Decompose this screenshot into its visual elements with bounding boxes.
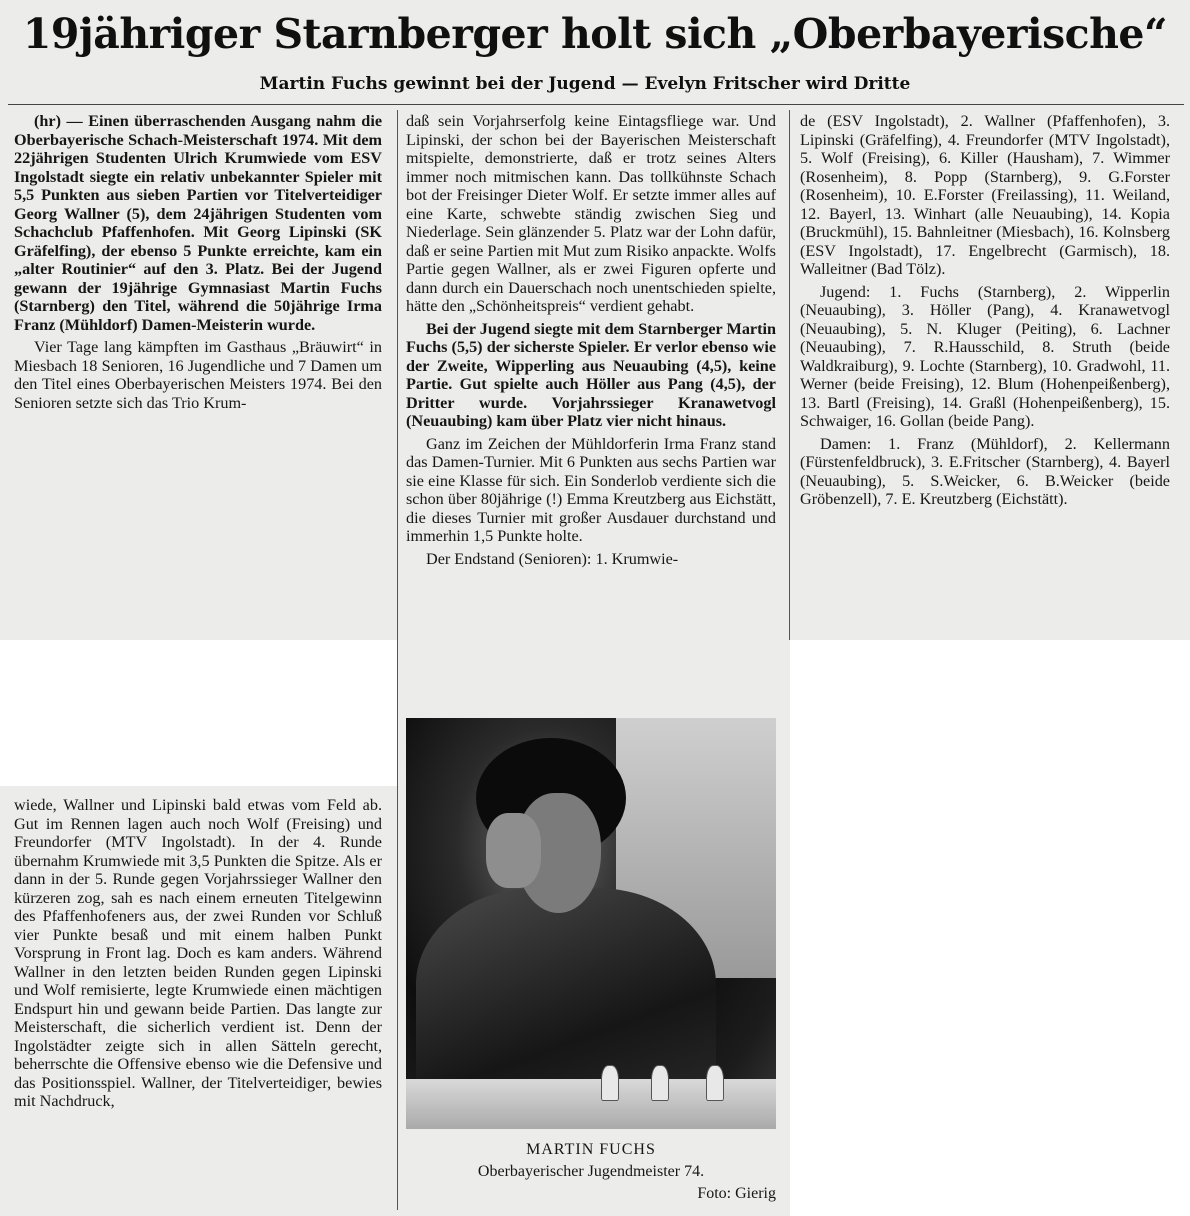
youth-paragraph: Bei der Jugend siegte mit dem Starnberger Martin Fuchs (5,5) der sicherste Spieler. Er verlor ebenso wie der Zweite, Wipperling aus Neuaubing (4,5), keine Partie. Gut spielte auch Höller aus Pang (4,5), der Dritter wurde. Vorjahrssieger Kranawetvogl (Neuaubing) kam über Platz vier nicht hinaus.	[406, 319, 776, 430]
article-column-1-continued	[14, 796, 382, 1111]
youth-results: Jugend: 1. Fuchs (Starnberg), 2. Wipperlin (Neuaubing), 3. Höller (Pang), 4. Kranawetvogl (Neuaubing), 5. N. Kluger (Peiting), 6. Lachner (Neuaubing), 7. R.Hausschild, 8. Struth (beide Waldkraiburg), 9. Lochte (Starnberg), 10. Gradwohl, 11. Werner (beide Freising), 12. Blum (Hohenpeißenberg), 13. Bartl (Freising), 14. Graßl (Hohenpeißenberg), 15. Schwaiger, 16. Gollan (beide Pang).	[800, 282, 1170, 430]
chess-piece	[706, 1065, 724, 1101]
blank-area-left	[0, 640, 398, 786]
headline: 19jähriger Starnberger holt sich „Oberbayerische“	[22, 10, 1168, 58]
senior-results: de (ESV Ingolstadt), 2. Wallner (Pfaffenhofen), 3. Lipinski (Gräfelfing), 4. Freundorfer (MTV Ingolstadt), 5. Wolf (Freising), 6. Killer (Hausham), 7. Wimmer (Rosenheim), 8. Popp (Starnberg), 9. G.Forster (Rosenheim), 10. E.Forster (Freilassing), 11. Weiland, 12. Bayerl, 13. Winhart (alle Neuaubing), 14. Kopia (Bruckmühl), 15. Bahnleitner (Miesbach), 16. Kolnsberg (ESV Ingolstadt), 17. Engelbrecht (Garmisch), 18. Walleitner (Bad Tölz).	[800, 112, 1170, 278]
article-column-3	[800, 112, 1170, 509]
body-paragraph: wiede, Wallner und Lipinski bald etwas vom Feld ab. Gut im Rennen lagen auch noch Wolf (Freising) und Freundorfer (MTV Ingolstadt). In der 4. Runde übernahm Krumwiede mit 3,5 Punkten die Spitze. Als er dann in der 5. Runde gegen Vorjahrssieger Wallner den kürzeren zog, sah es nach einem erneuten Titelgewinn des Pfaffenhofeners aus, der zwei Runden vor Schluß vier Punkte besaß und mit einem halben Punkt Vorsprung in Front lag. Doch es kam anders. Während Wallner in den letzten beiden Runden gegen Lipinski und Wolf remisierte, legte Krumwiede einen mächtigen Endspurt hin und gewann beide Partien. Das langte zur Meisterschaft, die sicherlich verdient ist. Denn der Ingolstädter zeigte sich in allen Sätteln gerecht, beherrschte die Offensive ebenso wie die Defensive und das Positionsspiel. Wallner, der Titelverteidiger, bewies mit Nachdruck,	[14, 796, 382, 1110]
photo-martin-fuchs	[406, 718, 776, 1129]
photo-credit: Foto: Gierig	[697, 1185, 776, 1202]
women-results: Damen: 1. Franz (Mühldorf), 2. Kellermann (Fürstenfeldbruck), 3. E.Fritscher (Starnberg), 4. Bayerl (Neuaubing), 5. S.Weicker, 6. B.Weicker (beide Gröbenzell), 7. E. Kreutzberg (Eichstätt).	[800, 434, 1170, 508]
column-rule-2	[789, 110, 790, 640]
women-paragraph: Ganz im Zeichen der Mühldorferin Irma Franz stand das Damen-Turnier. Mit 6 Punkten aus sechs Partien war sie eine Klasse für sich. Ein Sonderlob verdiente sich die schon über 80jährige (!) Emma Kreutzberg aus Eichstätt, die dieses Turnier mit großer Ausdauer durchstand und immerhin 1,5 Punkte holte.	[406, 434, 776, 545]
body-paragraph: daß sein Vorjahrserfolg keine Eintagsfliege war. Und Lipinski, der schon bei der Bayerischen Meisterschaft mitspielte, demonstrierte, daß er trotz seines Alters immer noch mitmischen kann. Das tollkühnste Schach bot der Freisinger Dieter Wolf. Er setzte immer alles auf eine Karte, schwebte ständig zwischen Sieg und Niederlage. Sein glänzender 5. Platz war der Lohn dafür, daß er seine Partien mit Mut zum Risiko anpackte. Wolfs Partie gegen Wallner, als er zwei Figuren opferte und dann durch ein Dauerschach noch unentschieden spielte, hätte den „Schönheitspreis“ verdient gehabt.	[406, 112, 776, 315]
blank-area-right	[790, 640, 1190, 1216]
lead-paragraph: (hr) — Einen überraschenden Ausgang nahm die Oberbayerische Schach-Meisterschaft 1974. Mit dem 22jährigen Studenten Ulrich Krumwiede vom ESV Ingolstadt siegte ein relativ unbekannter Spieler mit 5,5 Punkten aus sieben Partien vor Titelverteidiger Georg Wallner (5), dem 24jährigen Studenten vom Schachclub Pfaffenhofen. Mit Georg Lipinski (SK Gräfelfing), der ebenso 5 Punkte erreichte, kam ein „alter Routinier“ auf den 3. Platz. Bei der Jugend gewann der 19jährige Gymnasiast Martin Fuchs (Starnberg) den Titel, während die 50jährige Irma Franz (Mühldorf) Damen-Meisterin wurde.	[14, 112, 382, 334]
article-column-1	[14, 112, 382, 412]
header-rule	[8, 104, 1184, 105]
chess-piece	[651, 1065, 669, 1101]
article-column-2	[406, 112, 776, 568]
subheadline: Martin Fuchs gewinnt bei der Jugend — Evelyn Fritscher wird Dritte	[259, 74, 911, 94]
chess-piece	[601, 1065, 619, 1101]
body-paragraph: Vier Tage lang kämpften im Gasthaus „Bräuwirt“ in Miesbach 18 Senioren, 16 Jugendliche und 7 Damen um den Titel eines Oberbayerischen Meisters 1974. Bei den Senioren setzte sich das Trio Krum-	[14, 338, 382, 412]
photo-caption-description: Oberbayerischer Jugendmeister 74.	[477, 1163, 705, 1180]
photo-caption-name: MARTIN FUCHS	[526, 1141, 656, 1158]
results-intro: Der Endstand (Senioren): 1. Krumwie-	[426, 549, 679, 568]
column-rule-1	[397, 110, 398, 1210]
